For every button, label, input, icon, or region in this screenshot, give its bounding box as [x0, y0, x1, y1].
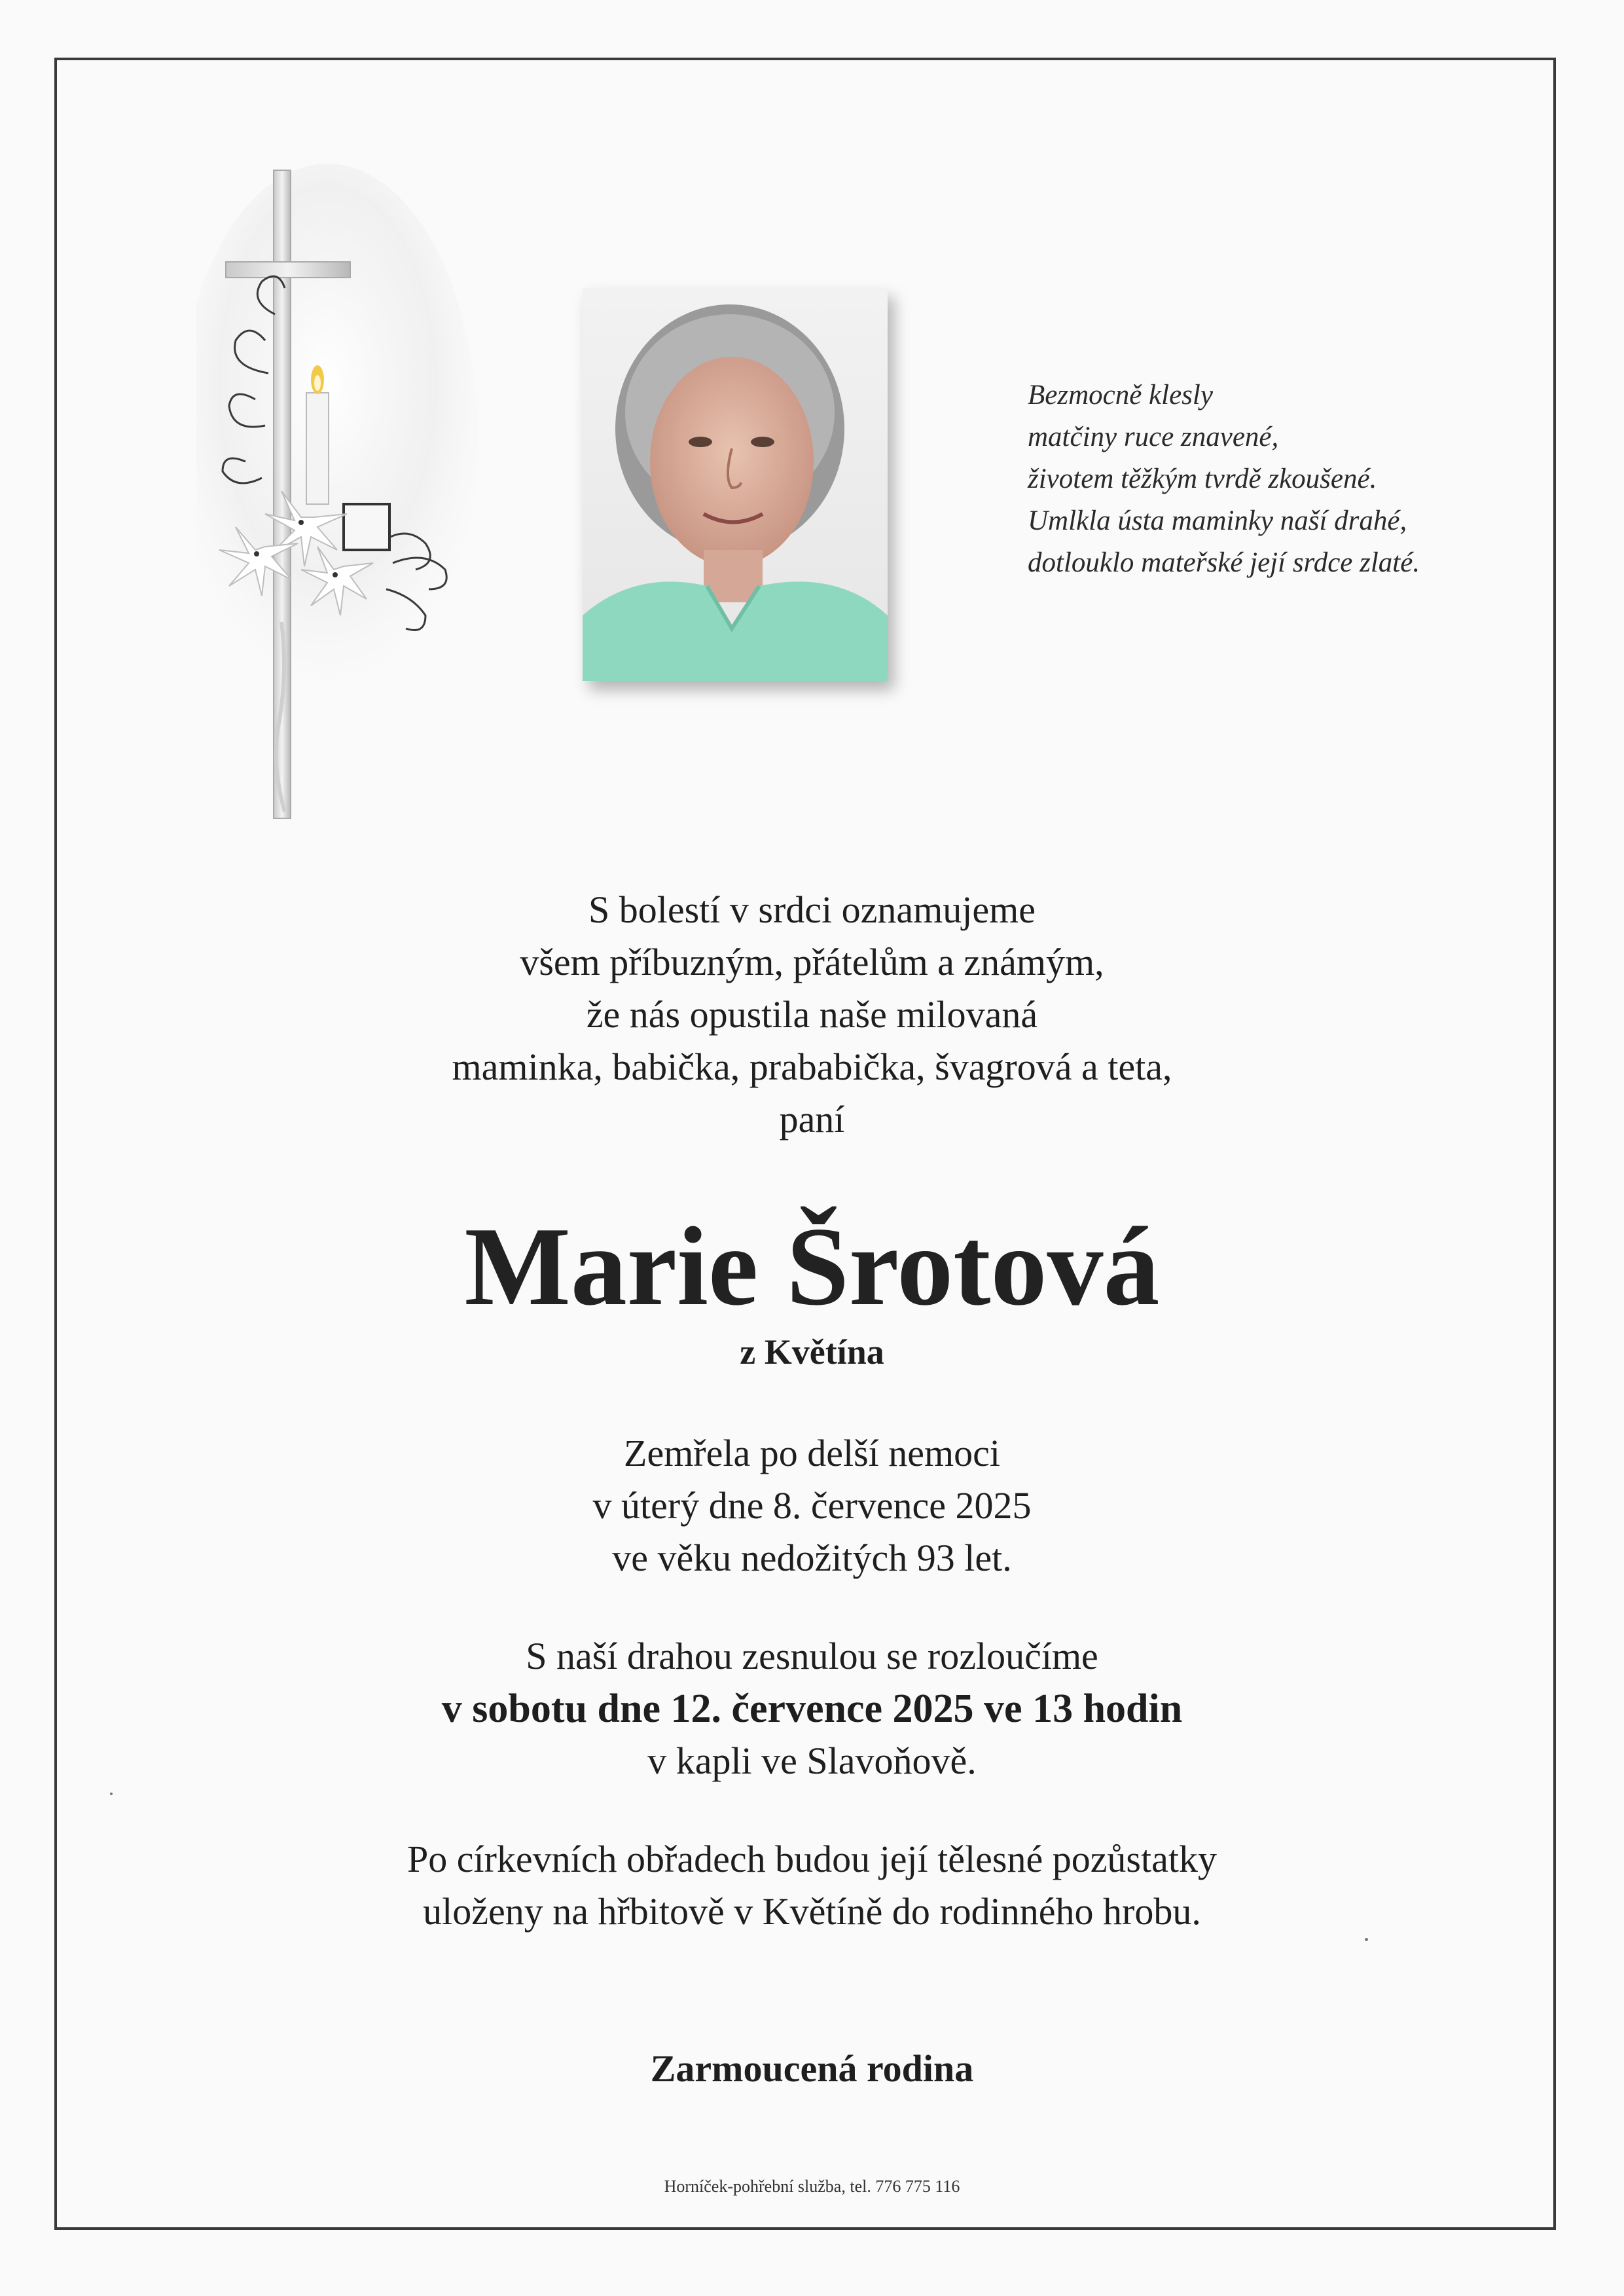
funeral-service-footer: Horníček-pohřební služba, tel. 776 775 116	[664, 2177, 960, 2196]
death-line: v úterý dne 8. července 2025	[592, 1484, 1032, 1527]
farewell-info	[0, 1630, 1624, 1787]
signature: Zarmoucená rodina	[650, 2047, 974, 2090]
poem-line: dotlouklo mateřské její srdce zlaté.	[1028, 547, 1420, 578]
announcement-line: paní	[779, 1098, 845, 1140]
poem-line: matčiny ruce znavené,	[1028, 422, 1279, 452]
farewell-intro: S naší drahou zesnulou se rozloučíme	[526, 1635, 1098, 1677]
announcement	[0, 884, 1624, 1146]
burial-info	[0, 1833, 1624, 1938]
cross-candle-lilies-icon	[196, 164, 497, 831]
announcement-line: všem příbuzným, přátelům a známým,	[520, 941, 1104, 983]
burial-line: Po církevních obřadech budou její tělesné pozůstatky	[407, 1838, 1217, 1880]
farewell-place: v kapli ve Slavoňově.	[647, 1740, 977, 1782]
death-line: Zemřela po delší nemoci	[624, 1432, 1000, 1474]
farewell-date-time: v sobotu dne 12. července 2025 ve 13 hodin	[441, 1686, 1183, 1731]
announcement-line: že nás opustila naše milovaná	[586, 993, 1038, 1036]
burial-line: uloženy na hřbitově v Květíně do rodinného hrobu.	[423, 1890, 1201, 1933]
death-line: ve věku nedožitých 93 let.	[612, 1537, 1012, 1579]
deceased-origin: z Květína	[740, 1332, 884, 1372]
deceased-name: Marie Šrotová	[464, 1205, 1160, 1329]
portrait-photo	[583, 288, 888, 681]
announcement-line: S bolestí v srdci oznamujeme	[588, 888, 1036, 931]
poem-line: životem těžkým tvrdě zkoušené.	[1028, 464, 1377, 494]
poem-line: Bezmocně klesly	[1028, 380, 1213, 410]
poem	[1028, 374, 1551, 584]
poem-line: Umlkla ústa maminky naší drahé,	[1028, 505, 1407, 536]
paper-speck	[110, 1793, 113, 1795]
announcement-line: maminka, babička, prababička, švagrová a teta,	[452, 1046, 1172, 1088]
paper-speck	[1365, 1938, 1368, 1941]
death-info	[0, 1427, 1624, 1584]
